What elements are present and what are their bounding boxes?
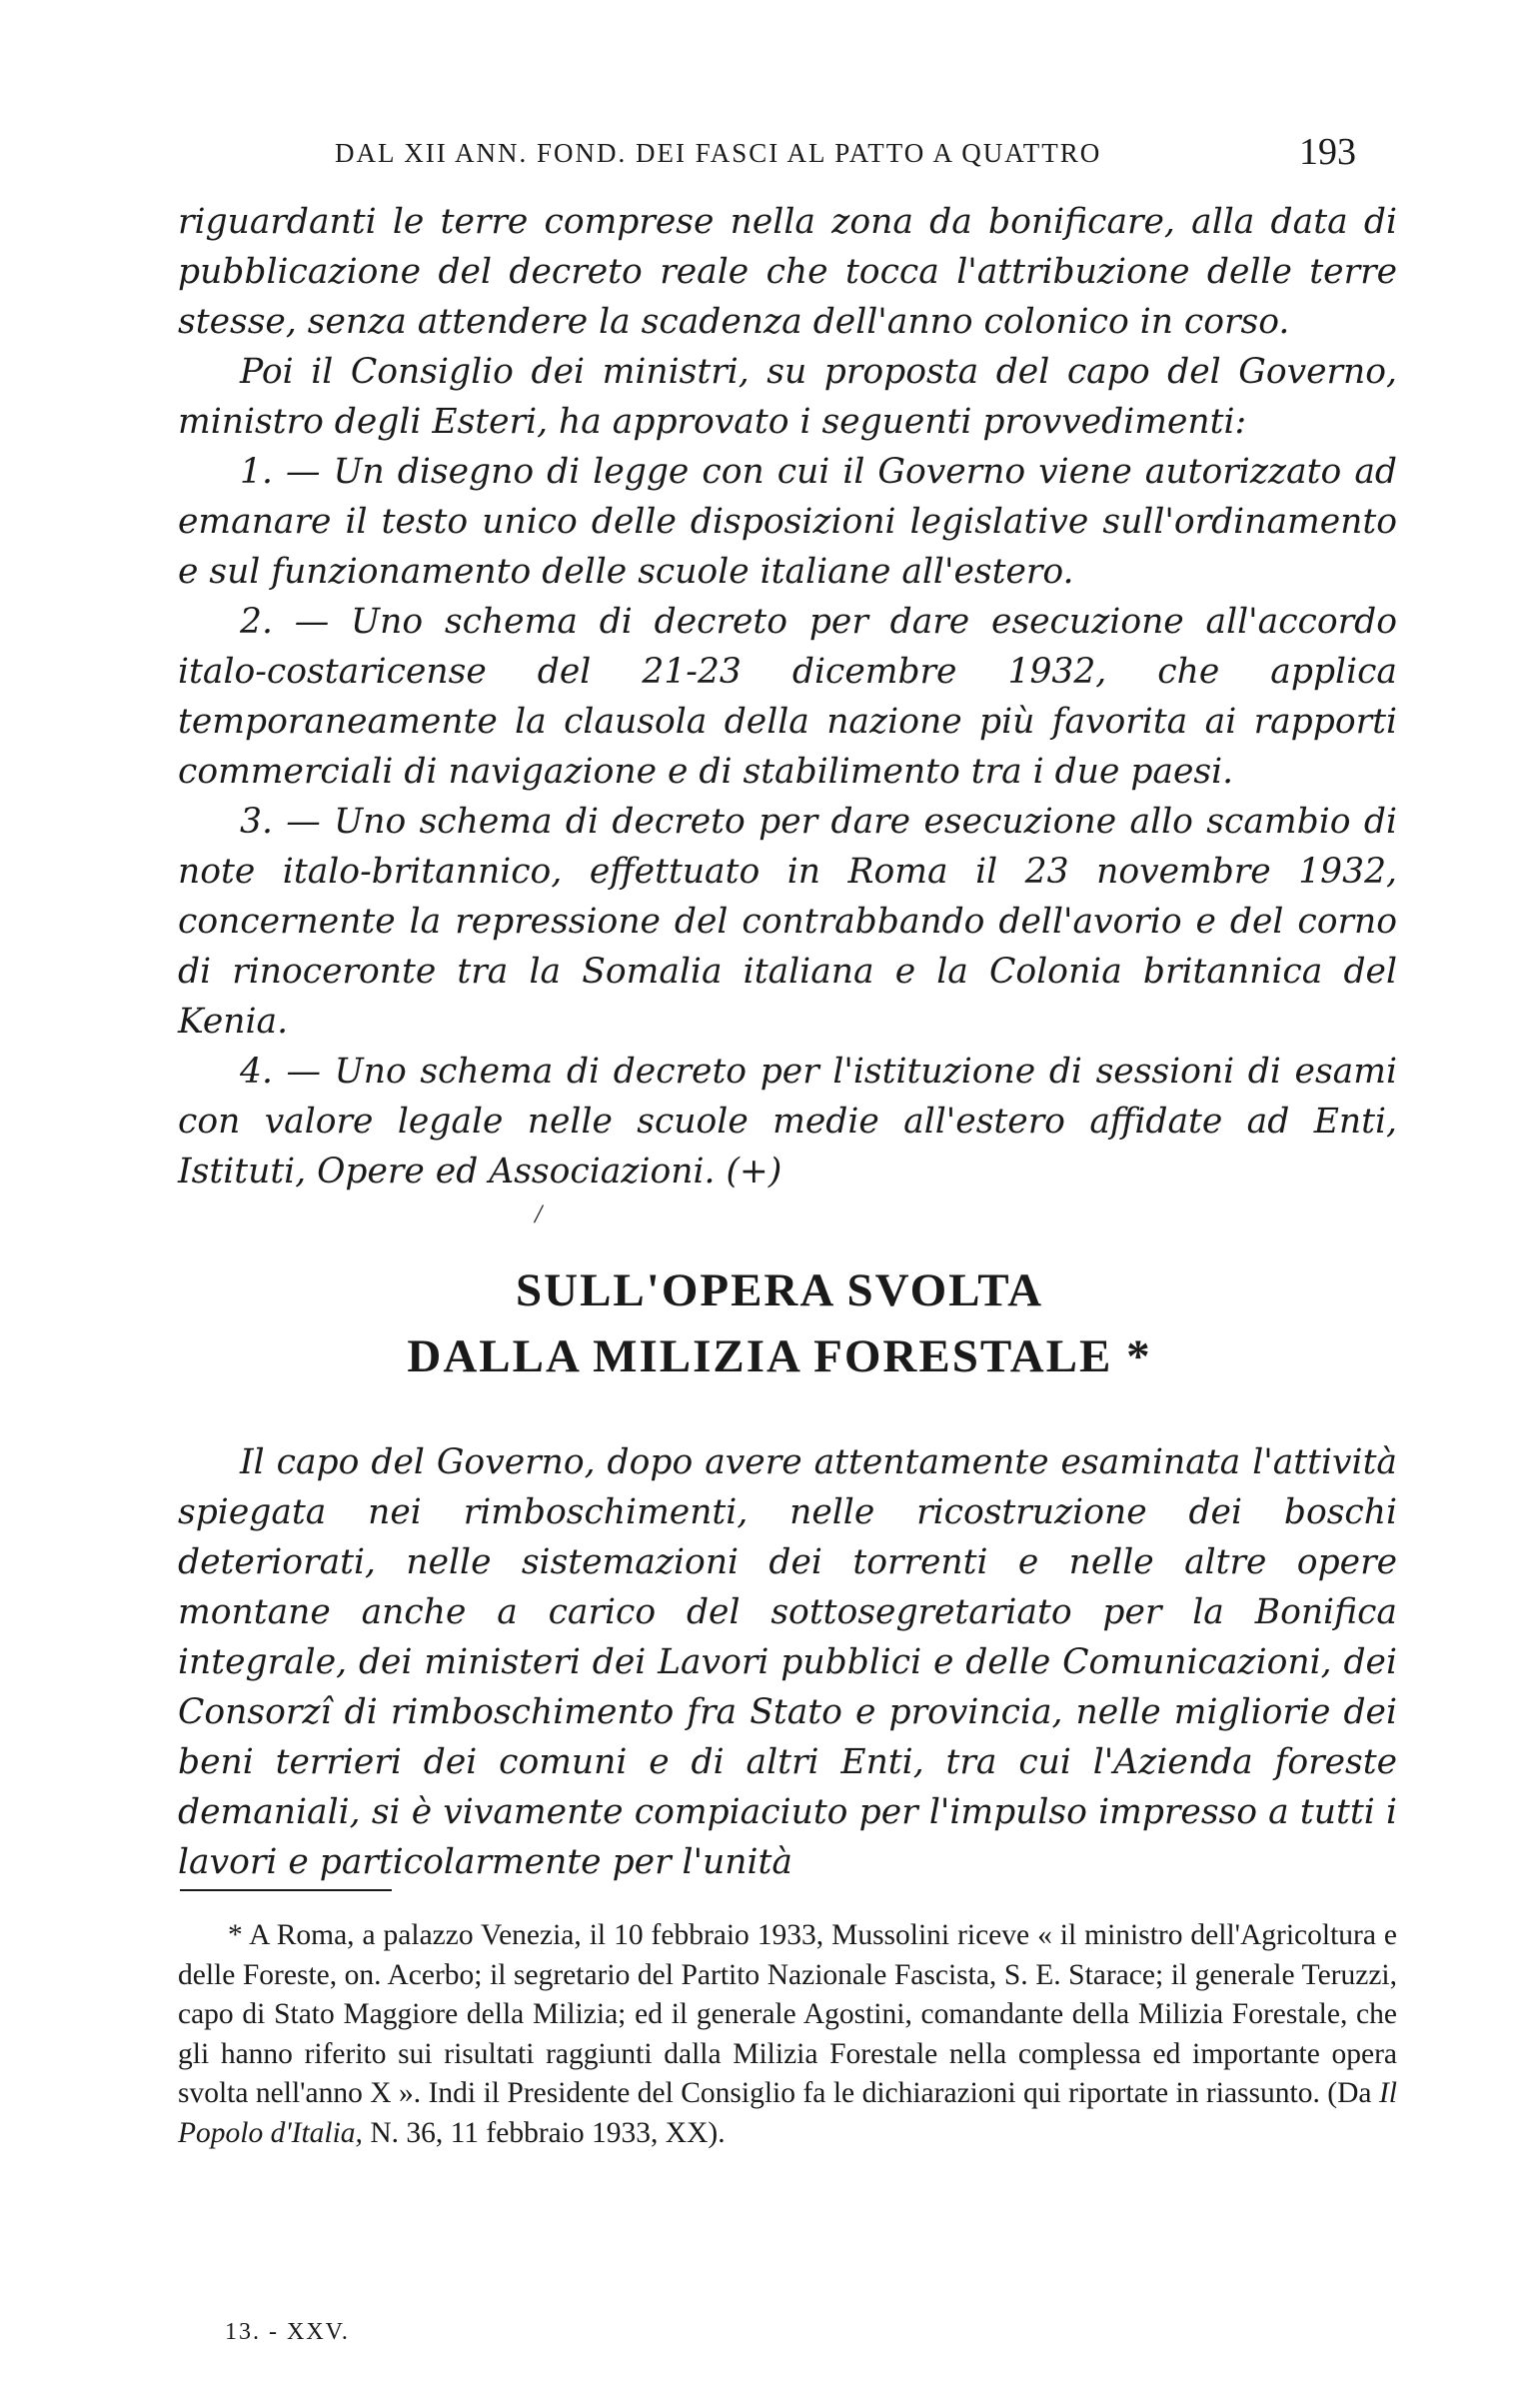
continued-paragraph: riguardanti le terre comprese nella zona da bonificare, alla data di pubblicazione del decreto reale che tocca l'attribuzione delle terre stesse, senza attendere la scadenza dell'anno colonico in corso. [178, 202, 1397, 342]
section-paragraph: Il capo del Governo, dopo avere attentamente esaminata l'attività spiegata nei rimboschimenti, nelle ricostruzione dei boschi deteriorati, nelle sistemazioni dei torrenti e nelle altre opere montane anche a carico del sottosegretariato per la Bonifica integrale, dei ministeri dei Lavori pubblici e delle Comunicazioni, dei Consorzî di rimboschimento fra Stato e provincia, nelle migliorie dei beni terrieri dei comuni e di altri Enti, tra cui l'Azienda foreste demaniali, si è vivamente compiaciuto per l'impulso impresso a tutti i lavori e particolarmente per l'unità [178, 1442, 1397, 1882]
measure-item-3: 3. — Uno schema di decreto per dare esecuzione allo scambio di note italo-britannico, effettuato in Roma il 23 novembre 1932, concernente la repressione del contrabbando dell'avorio e del corno di rinoceronte tra la Somalia italiana e la Colonia britannica del Kenia. [178, 802, 1397, 1042]
footnote-divider [180, 1889, 392, 1891]
section-title-line-1: SULL'OPERA SVOLTA [515, 1264, 1044, 1316]
running-title: DAL XII ANN. FOND. DEI FASCI AL PATTO A QUATTRO [335, 138, 1102, 168]
measure-item-1: 1. — Un disegno di legge con cui il Governo viene autorizzato ad emanare il testo unico delle disposizioni legislative sull'ordinamento e sul funzionamento delle scuole italiane all'estero. [178, 452, 1397, 592]
stray-mark: / [535, 1200, 543, 1228]
council-paragraph: Poi il Consiglio dei ministri, su proposta del capo del Governo, ministro degli Esteri, ha approvato i seguenti provvedimenti: [178, 352, 1397, 442]
measure-item-4: 4. — Uno schema di decreto per l'istituzione di sessioni di esami con valore legale nelle scuole medie all'estero affidate ad Enti, Istituti, Opere ed Associazioni. (+) [178, 1052, 1397, 1192]
footnote-source-title: Il Popolo d'Italia, [178, 2077, 1397, 2149]
section-title [170, 1257, 1389, 1389]
top-section [178, 197, 1397, 1197]
footnote [178, 1916, 1397, 2153]
footnote-text: * A Roma, a palazzo Venezia, il 10 febbraio 1933, Mussolini riceve « il ministro dell'Agricoltura e delle Foreste, on. Acerbo; il segretario del Partito Nazionale Fascista, S. E. Starace; il generale Teruzzi, capo di Stato Maggiore della Milizia; ed il generale Agostini, comandante della Milizia Forestale, che gli hanno riferito sui risultati raggiunti dalla Milizia Forestale nella complessa ed importante opera svolta nell'anno X ». Indi il Presidente del Consiglio fa le dichiarazioni qui riportate in riassunto. (Da [178, 1919, 1397, 2109]
footnote-source-details: N. 36, 11 febbraio 1933, XX). [362, 2116, 726, 2149]
measure-item-2: 2. — Uno schema di decreto per dare esecuzione all'accordo italo-costaricense del 21-23 dicembre 1932, che applica temporaneamente la clausola della nazione più favorita ai rapporti commerciali di navigazione e di stabilimento tra i due paesi. [178, 602, 1397, 792]
section-body [178, 1437, 1397, 1887]
printer-signature: 13. - XXV. [225, 2319, 350, 2345]
page-number: 193 [1299, 131, 1356, 173]
section-title-line-2: DALLA MILIZIA FORESTALE * [407, 1330, 1152, 1382]
